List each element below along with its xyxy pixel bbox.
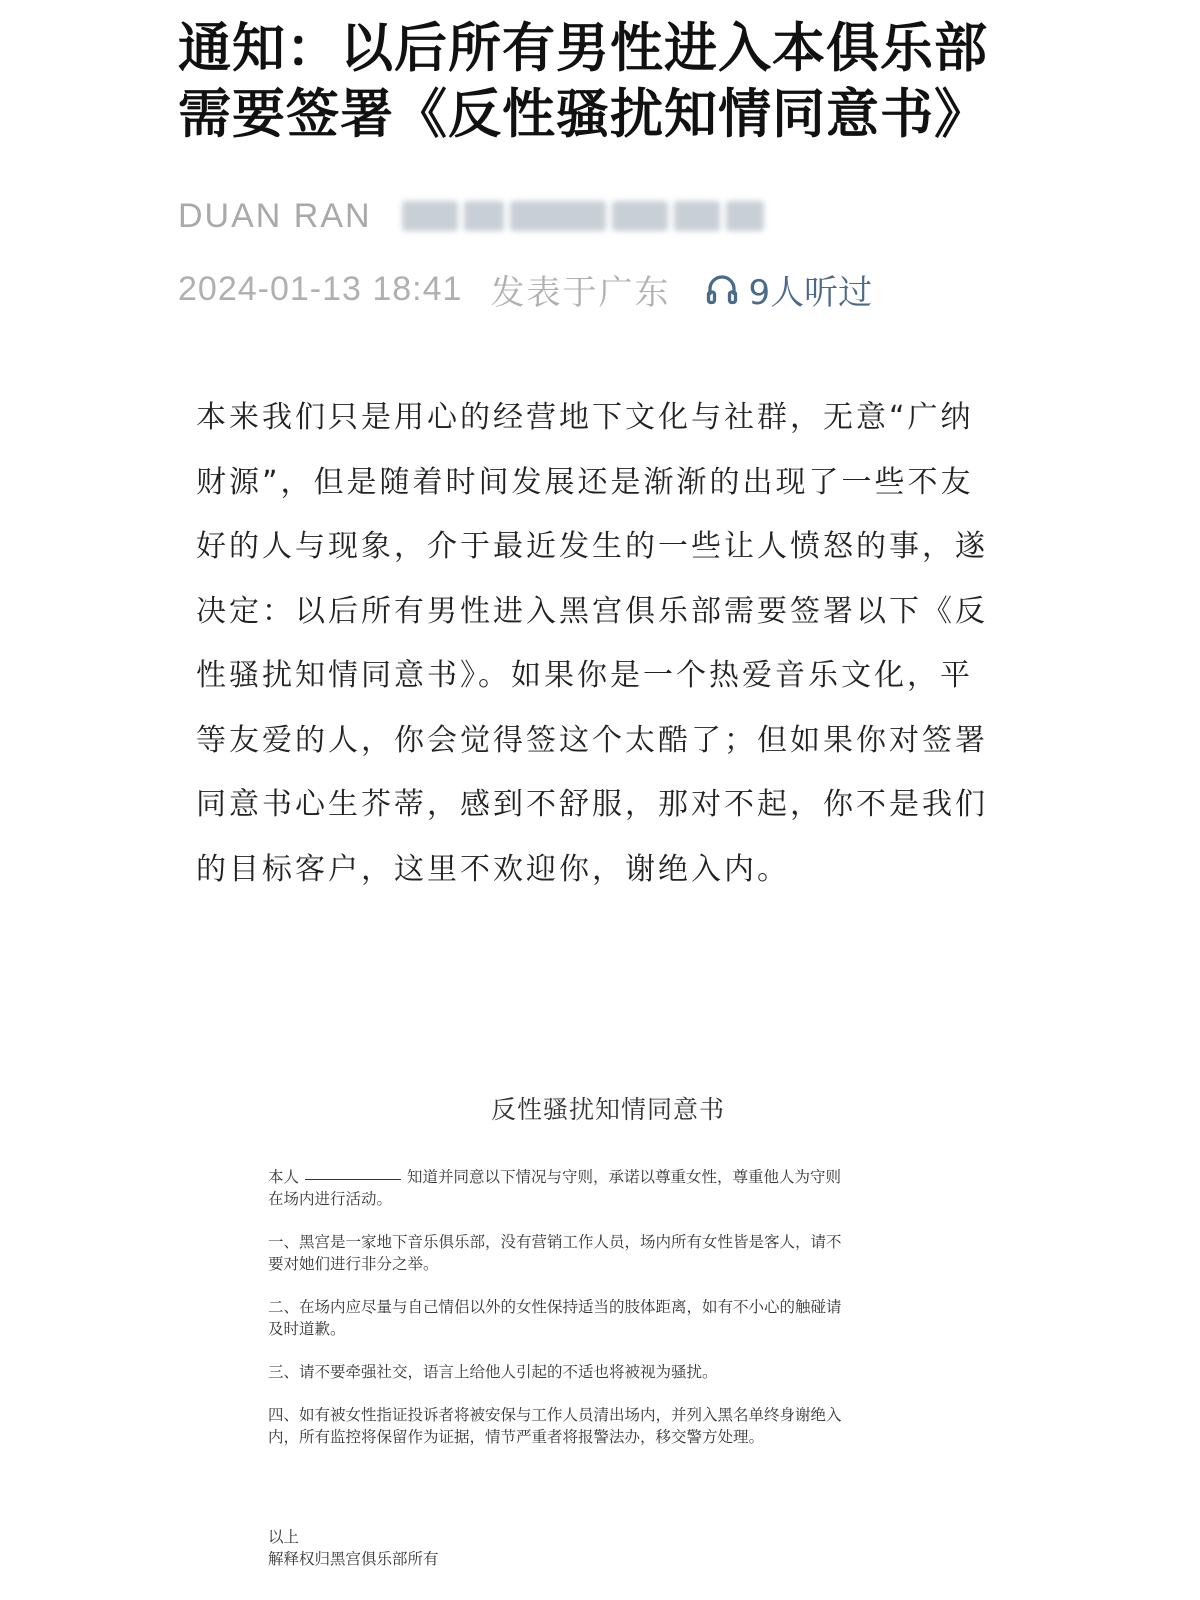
- author-row: [178, 194, 1038, 238]
- clause-2: 二、在场内应尽量与自己情侣以外的女性保持适当的肢体距离，如有不小心的触碰请 及时道歉。: [268, 1298, 842, 1338]
- clause-4: 四、如有被女性指证投诉者将被安保与工作人员清出场内，并列入黑名单终身谢绝入 内，所有监控将保留作为证据，情节严重者将报警法办，移交警方处理。: [268, 1406, 842, 1446]
- name-blank: [305, 1179, 401, 1180]
- listen-count-button[interactable]: [704, 265, 872, 314]
- body-line: 好的人与现象，介于最近发生的一些让人愤怒的事，遂: [196, 529, 988, 564]
- intro-line: 在场内进行活动。: [268, 1190, 393, 1208]
- footer-line: 以上: [268, 1528, 300, 1546]
- publish-date: 2024-01-13 18:41: [178, 269, 463, 308]
- author-name[interactable]: DUAN RAN: [178, 196, 372, 235]
- consent-form-clauses: [268, 1166, 928, 1448]
- title-line: 需要签署《反性骚扰知情同意书》: [178, 84, 988, 145]
- intro-prefix: 本人: [268, 1168, 300, 1186]
- blurred-account-name: [402, 201, 764, 231]
- body-line: 决定：以后所有男性进入黑宫俱乐部需要签署以下《反: [196, 593, 988, 629]
- consent-intro: [268, 1166, 928, 1210]
- publish-location: 发表于广东: [490, 272, 671, 313]
- body-line: 财源”，但是随着时间发展还是渐渐的出现了一些不友: [196, 464, 974, 500]
- clause-3: 三、请不要牵强社交，语言上给他人引起的不适也将被视为骚扰。: [268, 1363, 718, 1381]
- listen-count: 9人听过: [748, 272, 873, 313]
- title-line: 通知：以后所有男性进入本俱乐部: [178, 18, 988, 79]
- article-header: [178, 16, 1038, 314]
- body-line: 等友爱的人，你会觉得签这个太酷了；但如果你对签署: [196, 722, 988, 758]
- consent-form-title: 反性骚扰知情同意书: [490, 1095, 725, 1124]
- intro-text: 知道并同意以下情况与守则，承诺以尊重女性，尊重他人为守则: [407, 1168, 842, 1186]
- article-body: [196, 386, 996, 902]
- meta-row: [178, 264, 1038, 314]
- body-line: 本来我们只是用心的经营地下文化与社群，无意“广纳: [196, 400, 974, 435]
- consent-form-footer: [268, 1526, 439, 1570]
- body-line: 同意书心生芥蒂，感到不舒服，那对不起，你不是我们: [196, 787, 988, 822]
- clause-1: 一、黑宫是一家地下音乐俱乐部，没有营销工作人员，场内所有女性皆是客人，请不 要对她们进行非分之举。: [268, 1233, 842, 1273]
- footer-line: 解释权归黑宫俱乐部所有: [268, 1550, 439, 1568]
- body-line: 性骚扰知情同意书》。如果你是一个热爱音乐文化，平: [196, 658, 973, 693]
- consent-form-image: [268, 1090, 928, 1469]
- body-line: 的目标客户，这里不欢迎你，谢绝入内。: [196, 851, 790, 887]
- headphones-icon: [704, 271, 740, 307]
- article-title: [178, 16, 1038, 148]
